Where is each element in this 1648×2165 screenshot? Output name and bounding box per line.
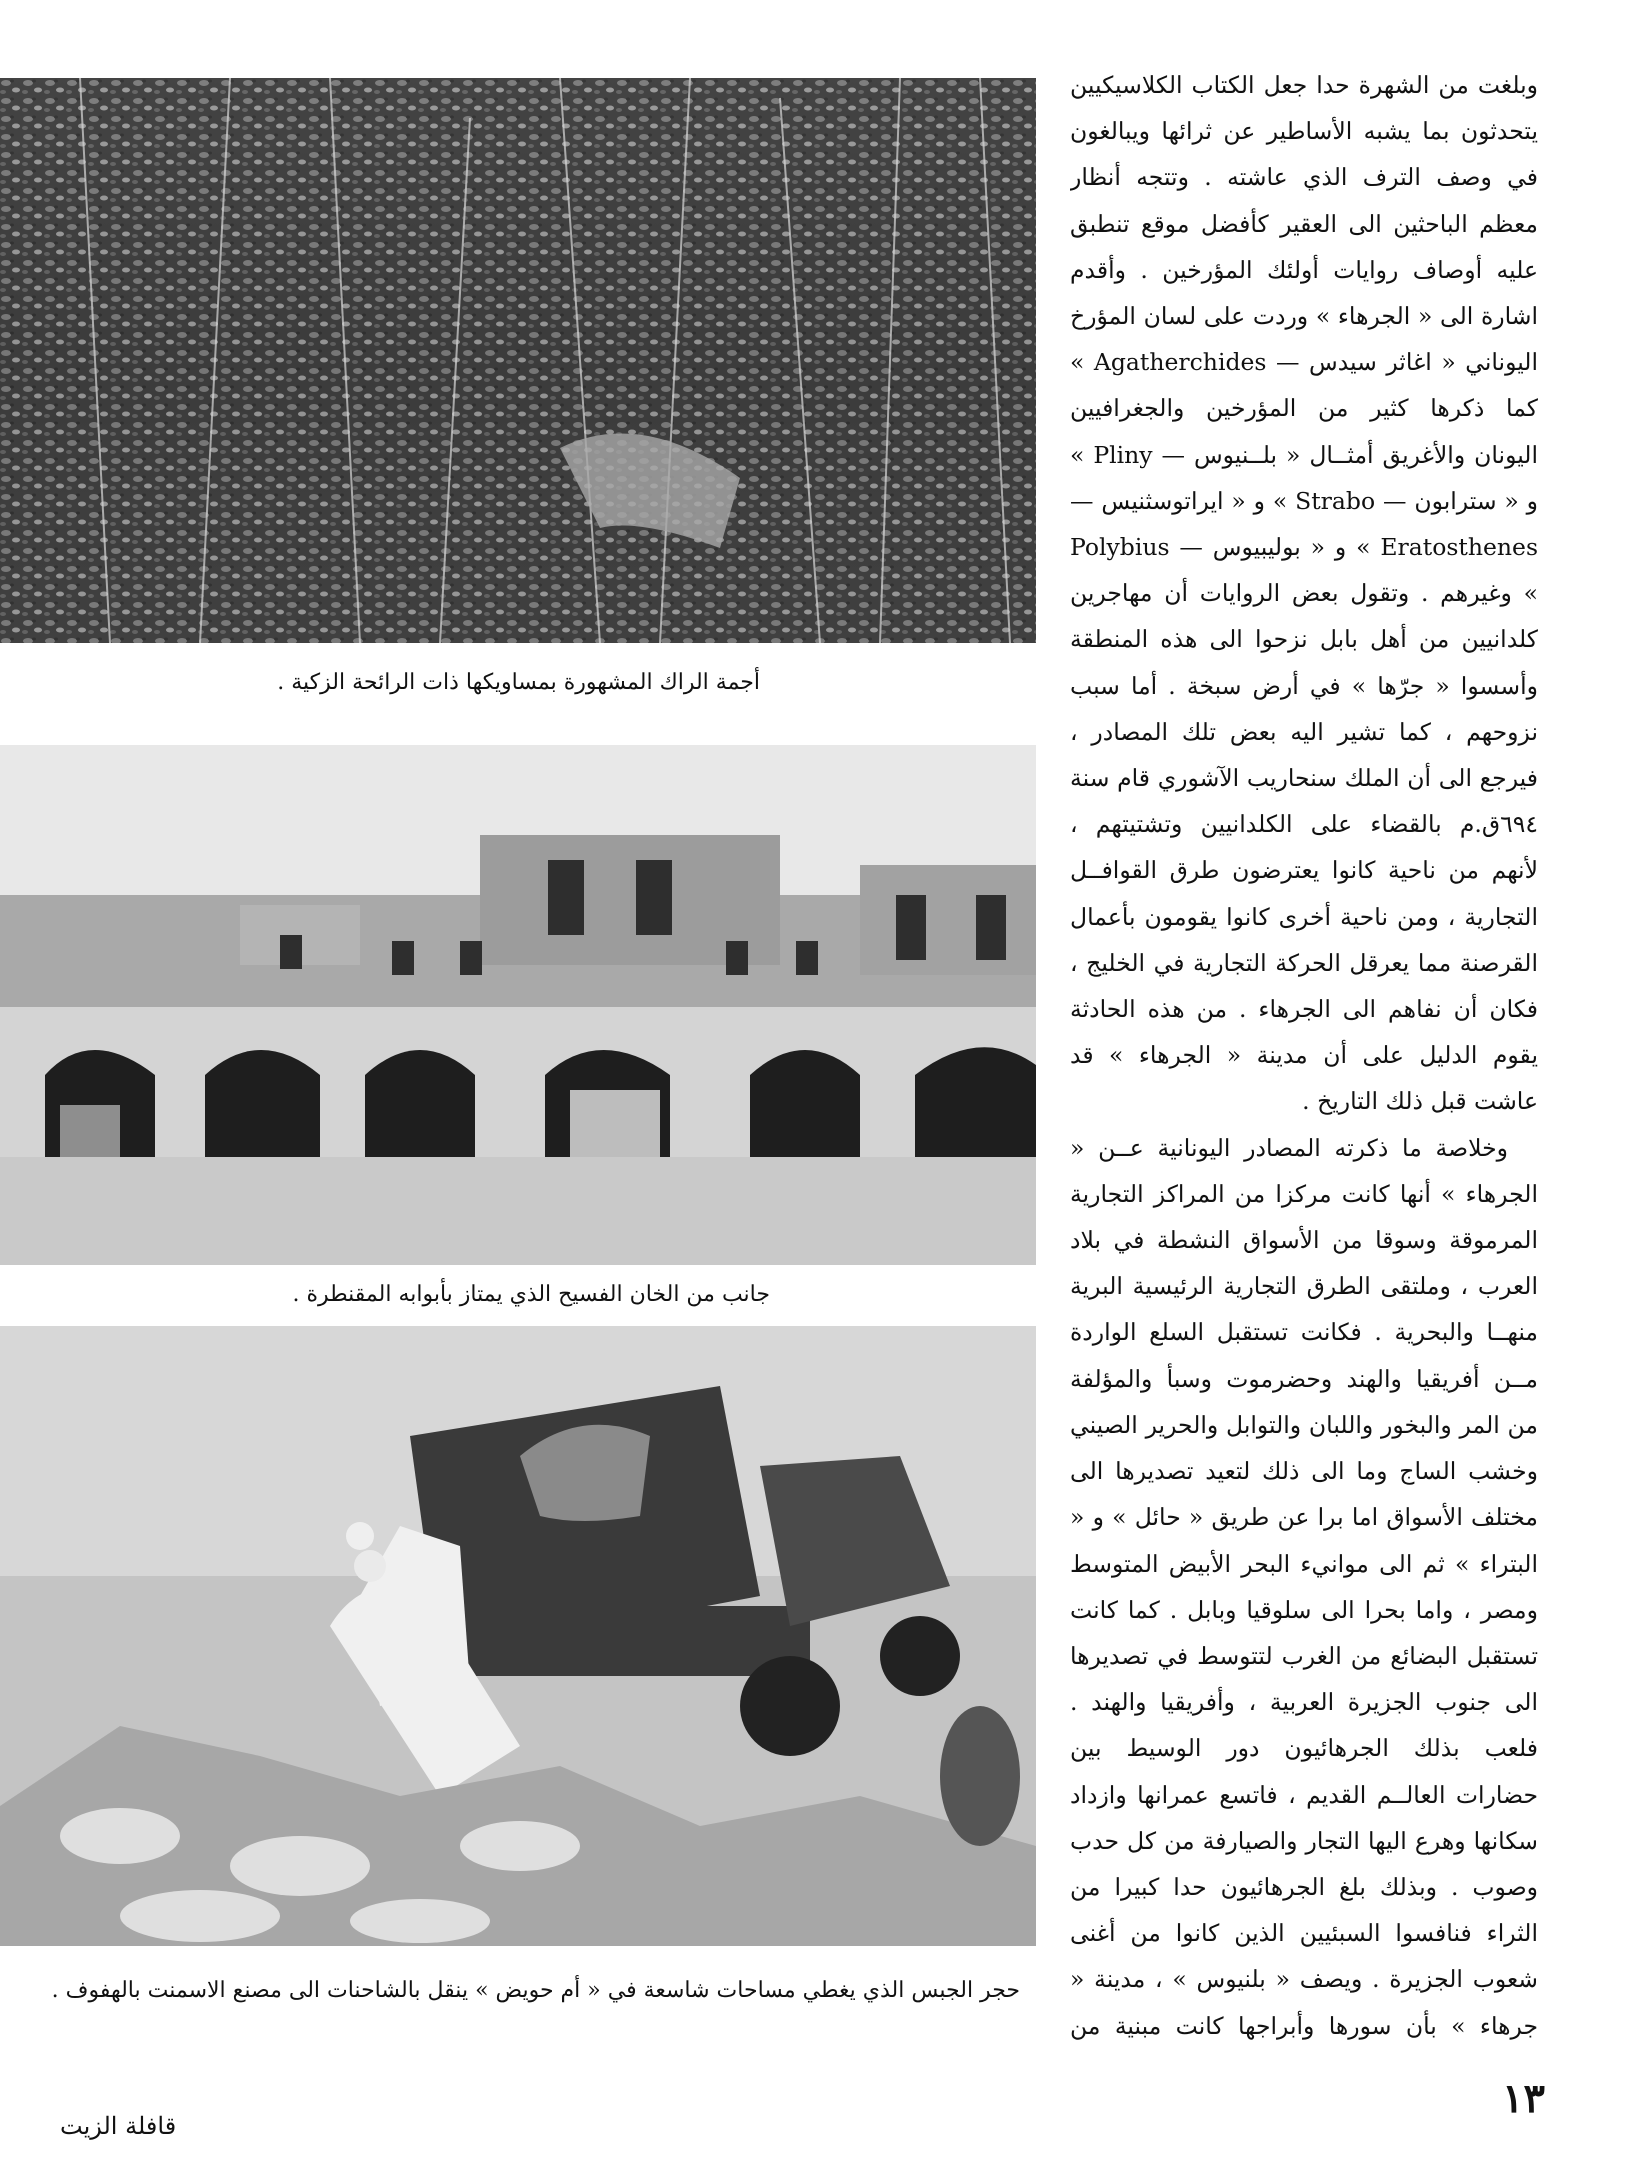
page-number: ١٣ xyxy=(1502,2075,1545,2122)
magazine-name: قافلة الزيت xyxy=(60,2112,177,2140)
khan-image xyxy=(0,745,1036,1265)
article-body xyxy=(1070,62,1538,2052)
article-paragraph-1: وبلغت من الشهرة حدا جعل الكتاب الكلاسيكيين يتحدثون بما يشبه الأساطير عن ثرائها ويبالغون في وصف الترف الذي عاشته . وتتجه أنظار معظم الباحثين الى العقير كأفضل موقع تنطبق عليه أوصاف روايات أولئك المؤرخين . وأقدم اشارة الى « الجرهاء » وردت على لسان المؤرخ اليوناني « اغاثر سيدس — Agatherchides » كما ذكرها كثير من المؤرخين والجغرافيين اليونان والأغريق أمثــال « بلــنيوس — Pliny » و « سترابون — Strabo » و « ايراتوسثنيس — Eratosthenes » و « بوليبيوس — Polybius » وغيرهم . وتقول بعض الروايات أن مهاجرين كلدانيين من أهل بابل نزحوا الى هذه المنطقة وأسسوا « جرّها » في أرض سبخة . أما سبب نزوحهم ، كما تشير اليه بعض تلك المصادر ، فيرجع الى أن الملك سنحاريب الآشوري قام سنة ٦٩٤ق.م بالقضاء على الكلدانيين وتشتيتهم ، لأنهم من ناحية كانوا يعترضون طرق القوافــل التجارية ، ومن ناحية أخرى كانوا يقومون بأعمال القرصنة مما يعرقل الحركة التجارية في الخليج ، فكان أن نفاهم الى الجرهاء . من هذه الحادثة يقوم الدليل على أن مدينة « الجرهاء » قد عاشت قبل ذلك التاريخ . xyxy=(1070,71,1538,1116)
photo-1-caption: أجمة الراك المشهورة بمساويكها ذات الرائحة الزكية . xyxy=(277,670,760,695)
gypsum-truck-photo xyxy=(0,1326,1036,1946)
photo-3-caption: حجر الجبس الذي يغطي مساحات شاسعة في « أم حويض » ينقل بالشاحنات الى مصنع الاسمنت بالهفوف . xyxy=(51,1978,1020,2003)
gypsum-truck-image xyxy=(0,1326,1036,1946)
thicket-photo xyxy=(0,78,1036,643)
photo-2-caption: جانب من الخان الفسيح الذي يمتاز بأبوابه المقنطرة . xyxy=(292,1282,770,1307)
thicket-image xyxy=(0,78,1036,643)
article-paragraph-2: وخلاصة ما ذكرته المصادر اليونانية عــن « الجرهاء » أنها كانت مركزا من المراكز التجارية المرموقة وسوقا من الأسواق النشطة في بلاد العرب ، وملتقى الطرق التجارية الرئيسية البرية منهــا والبحرية . فكانت تستقبل السلع الواردة مــن أفريقيا والهند وحضرموت وسبأ والمؤلفة من المر والبخور واللبان والتوابل والحرير الصيني وخشب الساج وما الى ذلك لتعيد تصديرها الى مختلف الأسواق اما برا عن طريق « حائل » و « البتراء » ثم الى موانيء البحر الأبيض المتوسط ومصر ، واما بحرا الى سلوقيا وبابل . كما كانت تستقبل البضائع من الغرب لتتوسط في تصديرها الى جنوب الجزيرة العربية ، وأفريقيا والهند . فلعب بذلك الجرهائيون دور الوسيط بين حضارات العالــم القديم ، فاتسع عمرانها وازداد سكانها وهرع اليها التجار والصيارفة من كل حدب وصوب . وبذلك بلغ الجرهائيون حدا كبيرا من الثراء فنافسوا السبئيين الذين كانوا من أغنى شعوب الجزيرة . ويصف « بلنيوس » ، مدينة « جرهاء » بأن سورها وأبراجها كانت مبنية من xyxy=(1070,1133,1538,2040)
khan-photo xyxy=(0,745,1036,1265)
